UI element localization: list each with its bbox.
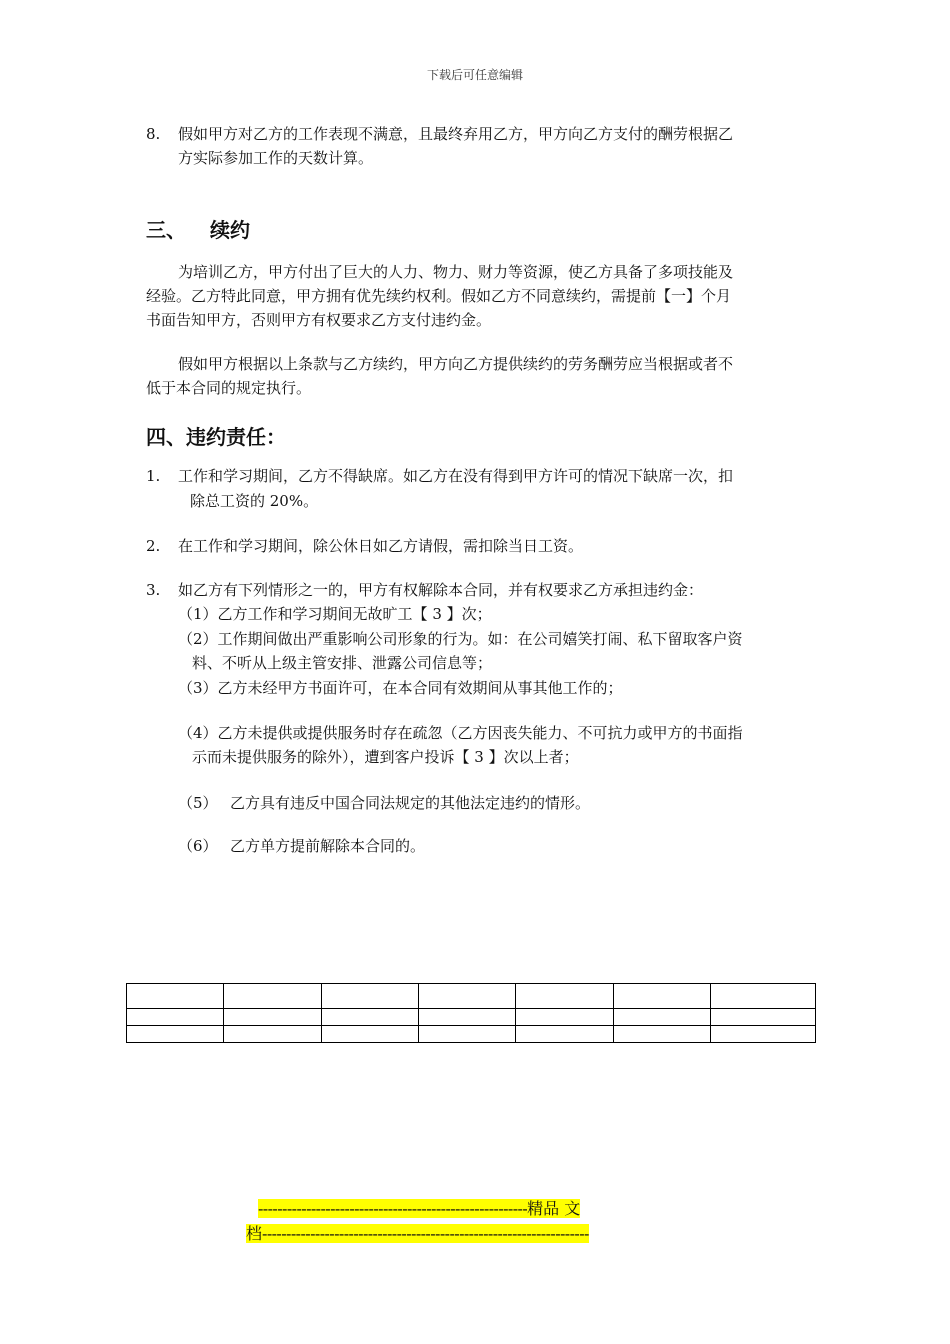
list-item-number: 1. [146, 467, 161, 485]
list-item-number: 3. [146, 581, 161, 599]
sub-item-text: 料、不听从上级主管安排、泄露公司信息等； [192, 654, 493, 672]
list-item-text: 工作和学习期间，乙方不得缺席。如乙方在没有得到甲方许可的情况下缺席一次，扣 [178, 467, 734, 485]
paragraph-line: 低于本合同的规定执行。 [146, 379, 312, 397]
paragraph-line: 为培训乙方，甲方付出了巨大的人力、物力、财力等资源，使乙方具备了多项技能及 [178, 263, 734, 281]
table-cell [127, 1009, 224, 1026]
sub-item-number: （6） [178, 837, 218, 855]
clause-number: 8. [146, 125, 161, 143]
table-cell [418, 984, 515, 1009]
table-cell [613, 984, 710, 1009]
list-item-text: 在工作和学习期间，除公休日如乙方请假，需扣除当日工资。 [178, 537, 584, 555]
sub-item-text: 乙方单方提前解除本合同的。 [230, 837, 426, 855]
sub-item-text: 示而未提供服务的除外），遭到客户投诉【 3 】次以上者； [192, 748, 579, 766]
sub-item-text: 乙方具有违反中国合同法规定的其他法定违约的情形。 [230, 794, 591, 812]
sub-item-text: （3）乙方未经甲方书面许可，在本合同有效期间从事其他工作的； [178, 679, 623, 697]
table-cell [613, 1009, 710, 1026]
sub-item-text: （2）工作期间做出严重影响公司形象的行为。如：在公司嬉笑打闹、私下留取客户资 [178, 630, 743, 648]
table-cell [516, 984, 613, 1009]
list-item-text: 除总工资的 20%。 [190, 492, 319, 510]
table-cell [516, 1009, 613, 1026]
footer-dashes: -------------------------------------------------------- [258, 1199, 528, 1218]
table-cell [127, 984, 224, 1009]
table-row [127, 1026, 816, 1043]
table-cell [516, 1026, 613, 1043]
empty-table [126, 983, 816, 1043]
table-cell [711, 1009, 816, 1026]
page-header: 下载后可任意编辑 [426, 68, 523, 82]
section-number: 三、 [146, 218, 186, 242]
table-cell [613, 1026, 710, 1043]
table-cell [418, 1026, 515, 1043]
paragraph-line: 书面告知甲方，否则甲方有权要求乙方支付违约金。 [146, 311, 492, 329]
table-cell [711, 1026, 816, 1043]
sub-item-number: （5） [178, 794, 218, 812]
table-cell [224, 1026, 321, 1043]
table-cell [418, 1009, 515, 1026]
clause-text-line: 假如甲方对乙方的工作表现不满意，且最终弃用乙方，甲方向乙方支付的酬劳根据乙 [178, 125, 734, 143]
footer-label: 精品 文 [527, 1199, 581, 1218]
clause-text-line: 方实际参加工作的天数计算。 [178, 149, 374, 167]
table-row [127, 984, 816, 1009]
section-title: 续约 [210, 218, 250, 242]
sub-item-text: （4）乙方未提供或提供服务时存在疏忽（乙方因丧失能力、不可抗力或甲方的书面指 [178, 724, 743, 742]
section-title: 四、违约责任： [146, 425, 286, 449]
list-item-number: 2. [146, 537, 161, 555]
sub-item-text: （1）乙方工作和学习期间无故旷工【 3 】次； [178, 605, 492, 623]
paragraph-line: 假如甲方根据以上条款与乙方续约，甲方向乙方提供续约的劳务酬劳应当根据或者不 [178, 355, 734, 373]
table-cell [321, 1009, 418, 1026]
table-cell [321, 1026, 418, 1043]
table-cell [711, 984, 816, 1009]
paragraph-line: 经验。乙方特此同意，甲方拥有优先续约权利。假如乙方不同意续约，需提前【一】个月 [146, 287, 732, 305]
footer-label: 档 [246, 1224, 263, 1243]
table-cell [224, 984, 321, 1009]
list-item-text: 如乙方有下列情形之一的，甲方有权解除本合同，并有权要求乙方承担违约金： [178, 581, 704, 599]
footer-line [258, 1197, 580, 1221]
footer-line [246, 1222, 589, 1246]
footer-dashes: -------------------------------------------------------------------- [262, 1224, 589, 1243]
table-cell [224, 1009, 321, 1026]
table-row [127, 1009, 816, 1026]
table-cell [321, 984, 418, 1009]
table-cell [127, 1026, 224, 1043]
